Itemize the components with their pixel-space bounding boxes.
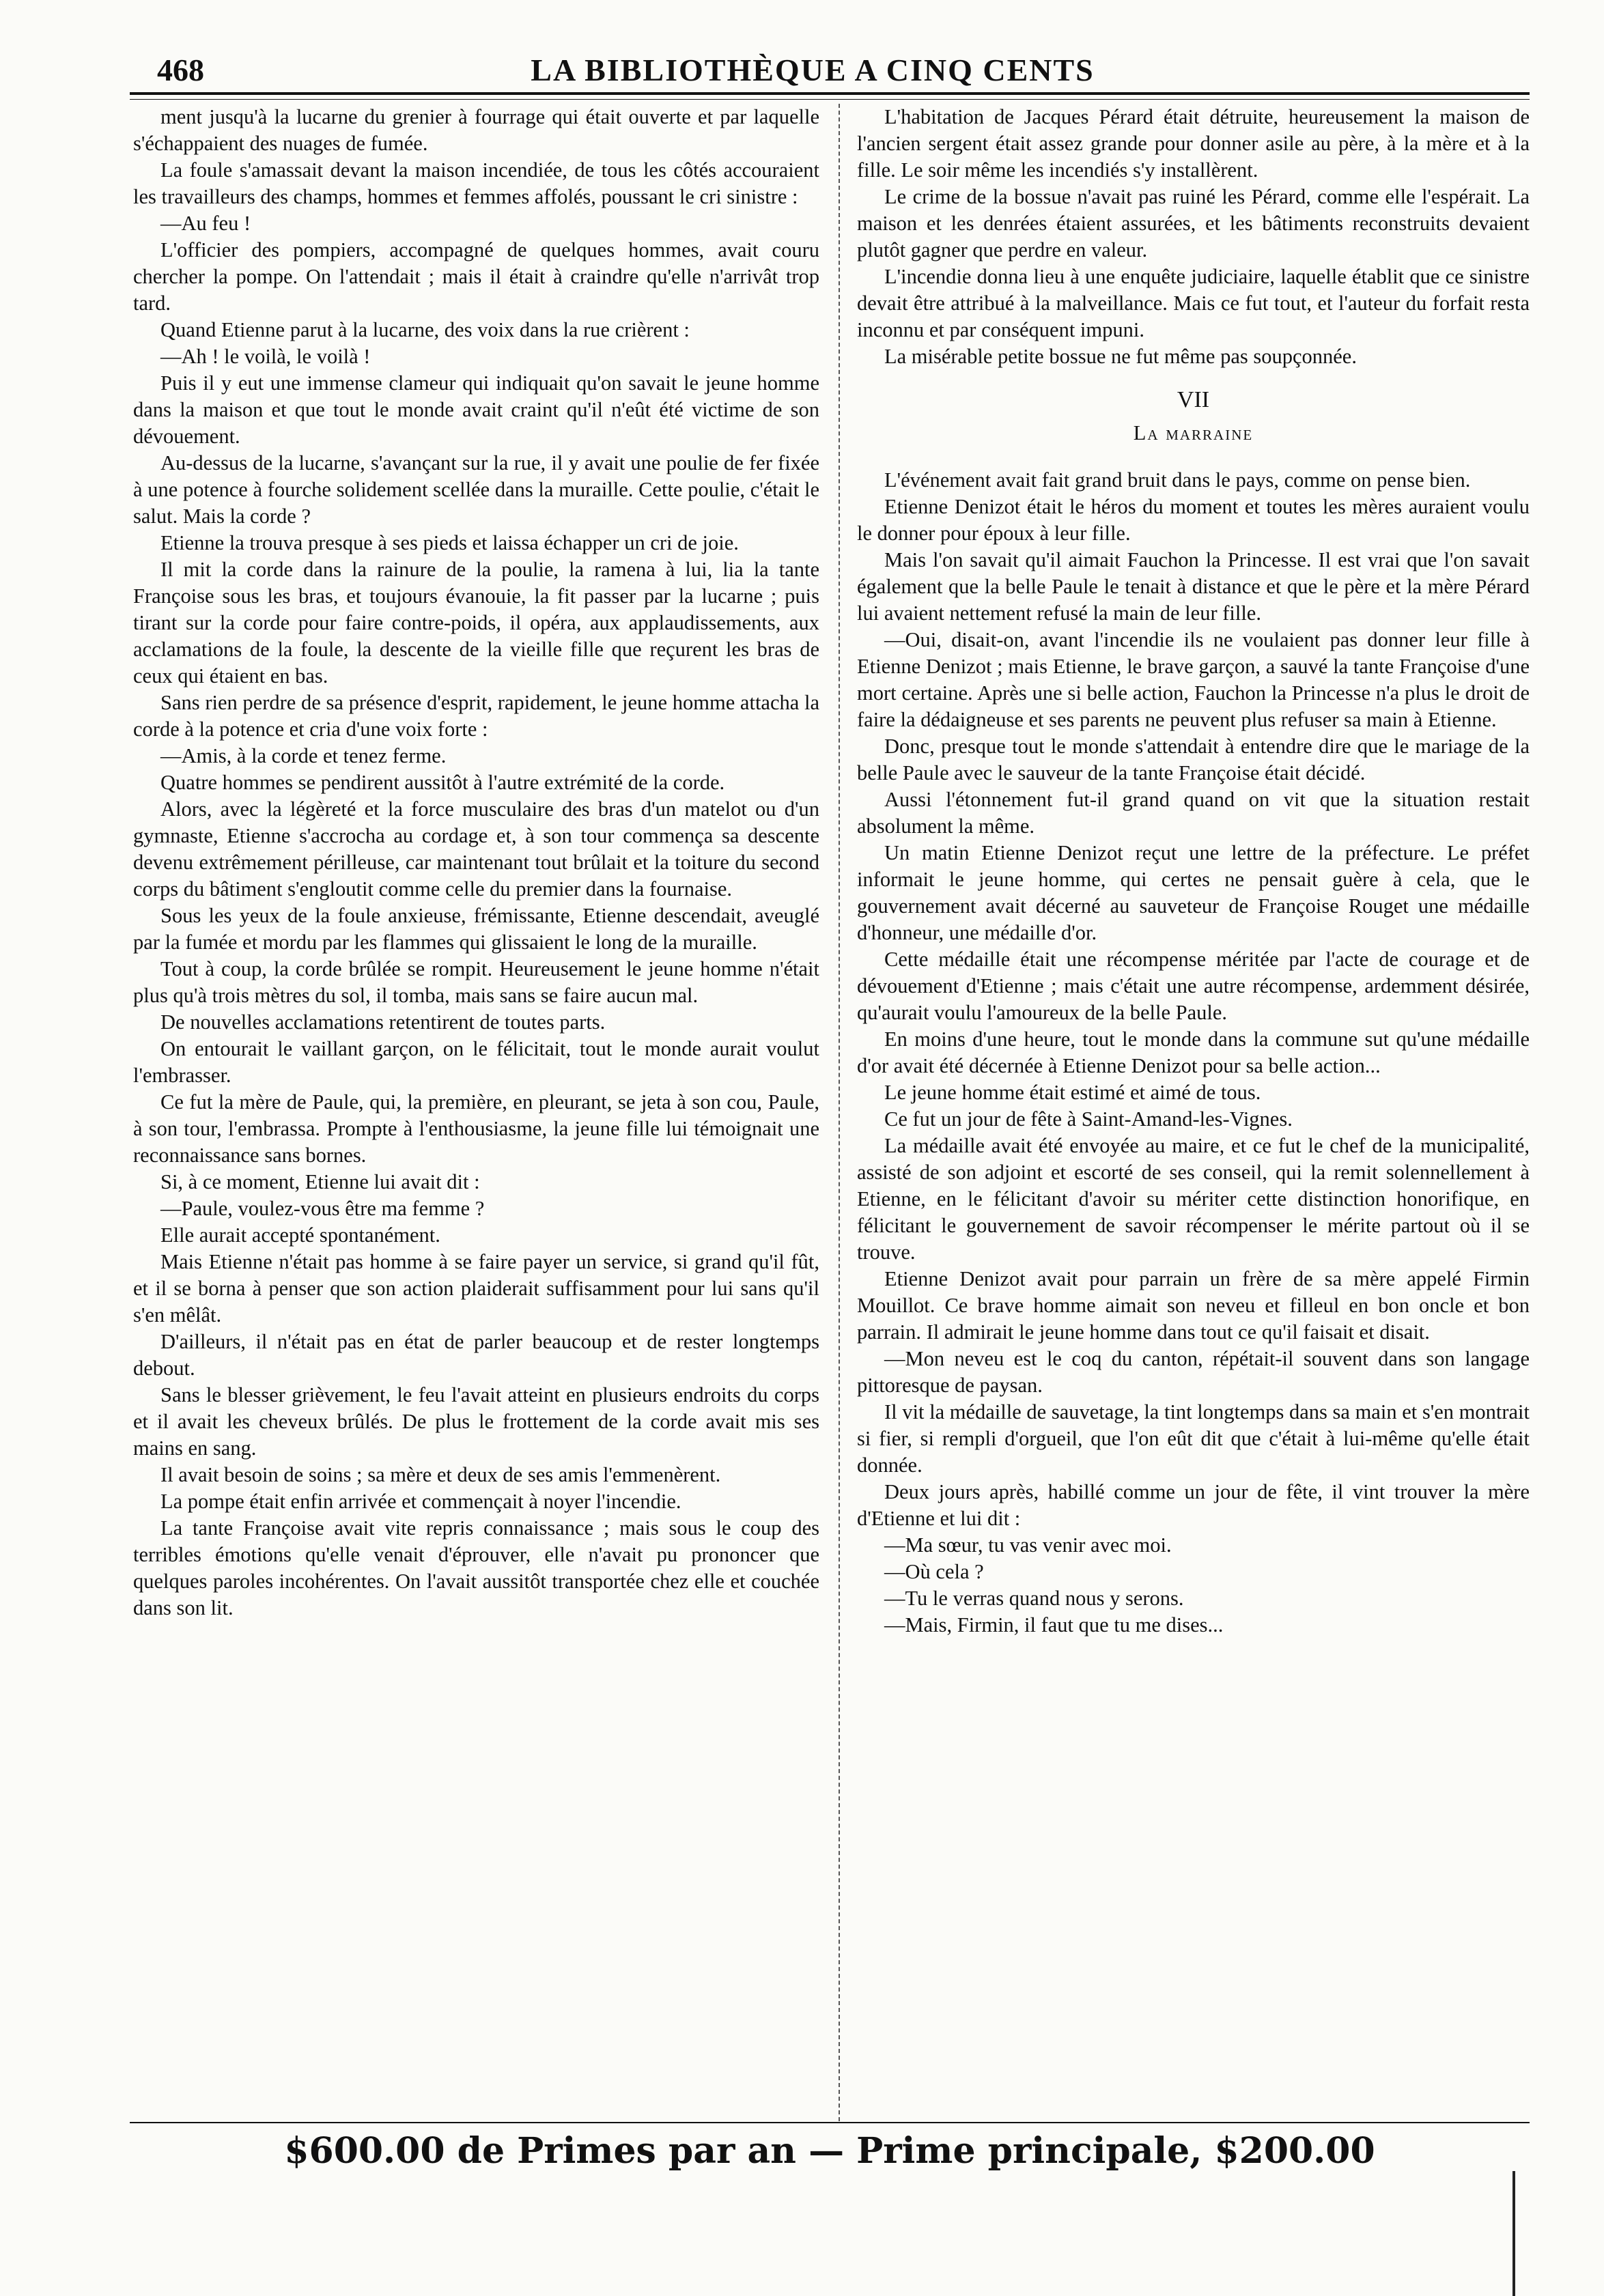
chapter-number: VII — [1177, 387, 1210, 412]
paragraph: D'ailleurs, il n'était pas en état de parler beaucoup et de rester longtemps debout. — [133, 1330, 819, 1380]
chapter-title: La marraine — [1133, 421, 1254, 444]
paragraph: Ce fut un jour de fête à Saint-Amand-les-Vignes. — [884, 1107, 1293, 1131]
footer-advert: $600.00 de Primes par an — Prime principale, $200.00 — [284, 2130, 1375, 2172]
paragraph: L'incendie donna lieu à une enquête judiciaire, laquelle établit que ce sinistre devait être attribué à la malveillance. Mais ce fut tout, et l'auteur du forfait resta inconnu et par conséquent impuni. — [857, 265, 1530, 341]
paragraph: Donc, presque tout le monde s'attendait à entendre dire que le mariage de la belle Paule avec le sauveur de la tante Françoise était décidé. — [857, 735, 1530, 784]
paragraph: La misérable petite bossue ne fut même pas soupçonnée. — [884, 345, 1357, 368]
paragraph: Cette médaille était une récompense méritée par l'acte de courage et de dévouement d'Etienne ; mais c'était une autre récompense, ardemment désirée, qu'aurait voulu l'amoureux de la belle Paule. — [857, 948, 1530, 1024]
paragraph: Il vit la médaille de sauvetage, la tint longtemps dans sa main et s'en montrait si fier, si rempli d'orgueil, que l'on eût dit que c'était à lui-même qu'elle était donnée. — [857, 1400, 1530, 1477]
page-edge-mark — [1512, 2171, 1515, 2296]
header-rule-thin — [130, 99, 1530, 100]
paragraph: En moins d'une heure, tout le monde dans la commune sut qu'une médaille d'or avait été décernée à Etienne Denizot pour sa belle action... — [857, 1027, 1530, 1077]
paragraph: Aussi l'étonnement fut-il grand quand on vit que la situation restait absolument la même. — [857, 788, 1530, 838]
paragraph: Sous les yeux de la foule anxieuse, frémissante, Etienne descendait, aveuglé par la fumée et mordu par les flammes qui glissaient le long de la muraille. — [133, 904, 819, 954]
paragraph: —Où cela ? — [884, 1560, 984, 1583]
paragraph: Mais Etienne n'était pas homme à se faire payer un service, si grand qu'il fût, et il se borna à penser que son action plaiderait suffisamment pour lui sans qu'il s'en mêlât. — [133, 1250, 819, 1327]
paragraph: Etienne Denizot avait pour parrain un frère de sa mère appelé Firmin Mouillot. Ce brave homme aimait son neveu et filleul en bon oncle et bon parrain. Il admirait le jeune homme dans tout ce qu'il faisait et disait. — [857, 1267, 1530, 1344]
paragraph: Il mit la corde dans la rainure de la poulie, la ramena à lui, lia la tante Françoise sous les bras, et toujours évanouie, la fit passer par la lucarne ; puis tirant sur la corde pour faire contre-poids, il opéra, aux applaudissements, aux acclamations de la foule, la descente de la vieille fille que reçurent les bras de ceux qui étaient en bas. — [133, 558, 819, 688]
paragraph: La pompe était enfin arrivée et commençait à noyer l'incendie. — [160, 1490, 681, 1513]
paragraph: La foule s'amassait devant la maison incendiée, de tous les côtés accouraient les travailleurs des champs, hommes et femmes affolés, poussant le cri sinistre : — [133, 158, 819, 208]
column-divider — [839, 104, 840, 2121]
paragraph: Tout à coup, la corde brûlée se rompit. Heureusement le jeune homme n'était plus qu'à trois mètres du sol, il tomba, mais sans se faire aucun mal. — [133, 957, 819, 1007]
paragraph: Puis il y eut une immense clameur qui indiquait qu'on savait le jeune homme dans la maison et que tout le monde avait craint qu'il n'eût été victime de son dévouement. — [133, 371, 819, 448]
right-column-before-chapter — [857, 104, 1530, 370]
paragraph: Elle aurait accepté spontanément. — [160, 1223, 440, 1247]
paragraph: —Tu le verras quand nous y serons. — [884, 1587, 1184, 1610]
paragraph: —Ma sœur, tu vas venir avec moi. — [884, 1533, 1172, 1557]
paragraph: L'officier des pompiers, accompagné de quelques hommes, avait couru chercher la pompe. On l'attendait ; mais il était à craindre qu'elle n'arrivât trop tard. — [133, 238, 819, 315]
right-column — [857, 104, 1530, 2121]
paragraph: L'événement avait fait grand bruit dans le pays, comme on pense bien. — [884, 468, 1471, 492]
right-column-after-chapter — [857, 467, 1530, 1639]
paragraph: Mais l'on savait qu'il aimait Fauchon la Princesse. Il est vrai que l'on savait également que la belle Paule le tenait à distance et que le père et la mère Pérard lui avaient nettement refusé la main de leur fille. — [857, 548, 1530, 625]
paragraph: L'habitation de Jacques Pérard était détruite, heureusement la maison de l'ancien sergent était assez grande pour donner asile au père, à la mère et à la fille. Le soir même les incendiés s'y installèrent. — [857, 105, 1530, 182]
paragraph: Alors, avec la légèreté et la force musculaire des bras d'un matelot ou d'un gymnaste, Etienne s'accrocha au cordage et, à son tour commença sa descente devenu extrêmement périlleuse, car maintenant tout brûlait et la toiture du second corps du bâtiment s'engloutit comme celle du premier dans la fournaise. — [133, 797, 819, 901]
header-rule — [130, 92, 1530, 95]
paragraph: —Mais, Firmin, il faut que tu me dises... — [884, 1613, 1224, 1636]
paragraph: Il avait besoin de soins ; sa mère et deux de ses amis l'emmenèrent. — [160, 1463, 721, 1486]
paragraph: Le crime de la bossue n'avait pas ruiné les Pérard, comme elle l'espérait. La maison et les denrées étaient assurées, et les bâtiments reconstruits devaient plutôt gagner que perdre en valeur. — [857, 185, 1530, 261]
paragraph: —Au feu ! — [160, 212, 251, 235]
paragraph: La médaille avait été envoyée au maire, et ce fut le chef de la municipalité, assisté de son adjoint et escorté de ses conseil, qui la remit solennellement à Etienne, en le félicitant d'avoir su mériter cette distinction honorifique, en félicitant le gouvernement de savoir récompenser le mérite partout où il se trouve. — [857, 1134, 1530, 1264]
paragraph: —Paule, voulez-vous être ma femme ? — [160, 1197, 485, 1220]
paragraph: —Mon neveu est le coq du canton, répétait-il souvent dans son langage pittoresque de paysan. — [857, 1347, 1530, 1397]
page-number: 468 — [157, 53, 204, 87]
paragraph: ment jusqu'à la lucarne du grenier à fourrage qui était ouverte et par laquelle s'échappaient des nuages de fumée. — [133, 105, 819, 155]
paragraph: —Ah ! le voilà, le voilà ! — [160, 345, 371, 368]
paragraph: Un matin Etienne Denizot reçut une lettre de la préfecture. Le préfet informait le jeune homme, qui certes ne pensait guère à cela, que le gouvernement avait décerné au sauveteur de Françoise Rouget une médaille d'honneur, une médaille d'or. — [857, 841, 1530, 944]
paragraph: Au-dessus de la lucarne, s'avançant sur la rue, il y avait une poulie de fer fixée à une potence à fourche solidement scellée dans la muraille. Cette poulie, c'était le salut. Mais la corde ? — [133, 451, 819, 528]
paragraph: La tante Françoise avait vite repris connaissance ; mais sous le coup des terribles émotions qu'elle venait d'éprouver, elle n'avait pu prononcer que quelques paroles incohérentes. On l'avait aussitôt transportée chez elle et couchée dans son lit. — [133, 1516, 819, 1619]
left-column — [133, 104, 819, 2121]
paragraph: Si, à ce moment, Etienne lui avait dit : — [160, 1170, 480, 1193]
paragraph: On entourait le vaillant garçon, on le félicitait, tout le monde aurait voulut l'embrasser. — [133, 1037, 819, 1087]
paragraph: Etienne Denizot était le héros du moment et toutes les mères auraient voulu le donner pour époux à leur fille. — [857, 495, 1530, 545]
paragraph: —Oui, disait-on, avant l'incendie ils ne voulaient pas donner leur fille à Etienne Denizot ; mais Etienne, le brave garçon, a sauvé la tante Françoise d'une mort certaine. Après une si belle action, Fauchon la Princesse n'a plus le droit de faire la dédaigneuse et ses parents ne peuvent plus refuser sa main à Etienne. — [857, 628, 1530, 731]
paragraph: Quatre hommes se pendirent aussitôt à l'autre extrémité de la corde. — [160, 771, 725, 794]
running-title: LA BIBLIOTHÈQUE A CINQ CENTS — [531, 53, 1095, 87]
paragraph: Sans rien perdre de sa présence d'esprit, rapidement, le jeune homme attacha la corde à la potence et cria d'une voix forte : — [133, 691, 819, 741]
paragraph: De nouvelles acclamations retentirent de toutes parts. — [160, 1010, 606, 1034]
paragraph: Quand Etienne parut à la lucarne, des voix dans la rue crièrent : — [160, 318, 690, 341]
footer-rule — [130, 2122, 1530, 2123]
paragraph: Etienne la trouva presque à ses pieds et laissa échapper un cri de joie. — [160, 531, 739, 554]
paragraph: Le jeune homme était estimé et aimé de tous. — [884, 1081, 1261, 1104]
paragraph: Ce fut la mère de Paule, qui, la première, en pleurant, se jeta à son cou, Paule, à son tour, l'embrassa. Prompte à l'enthousiasme, la jeune fille lui témoignait une reconnaissance sans bornes. — [133, 1090, 819, 1167]
paragraph: —Amis, à la corde et tenez ferme. — [160, 744, 447, 767]
paragraph: Sans le blesser grièvement, le feu l'avait atteint en plusieurs endroits du corps et il avait les cheveux brûlés. De plus le frottement de la corde avait mis ses mains en sang. — [133, 1383, 819, 1460]
paragraph: Deux jours après, habillé comme un jour de fête, il vint trouver la mère d'Etienne et lui dit : — [857, 1480, 1530, 1530]
